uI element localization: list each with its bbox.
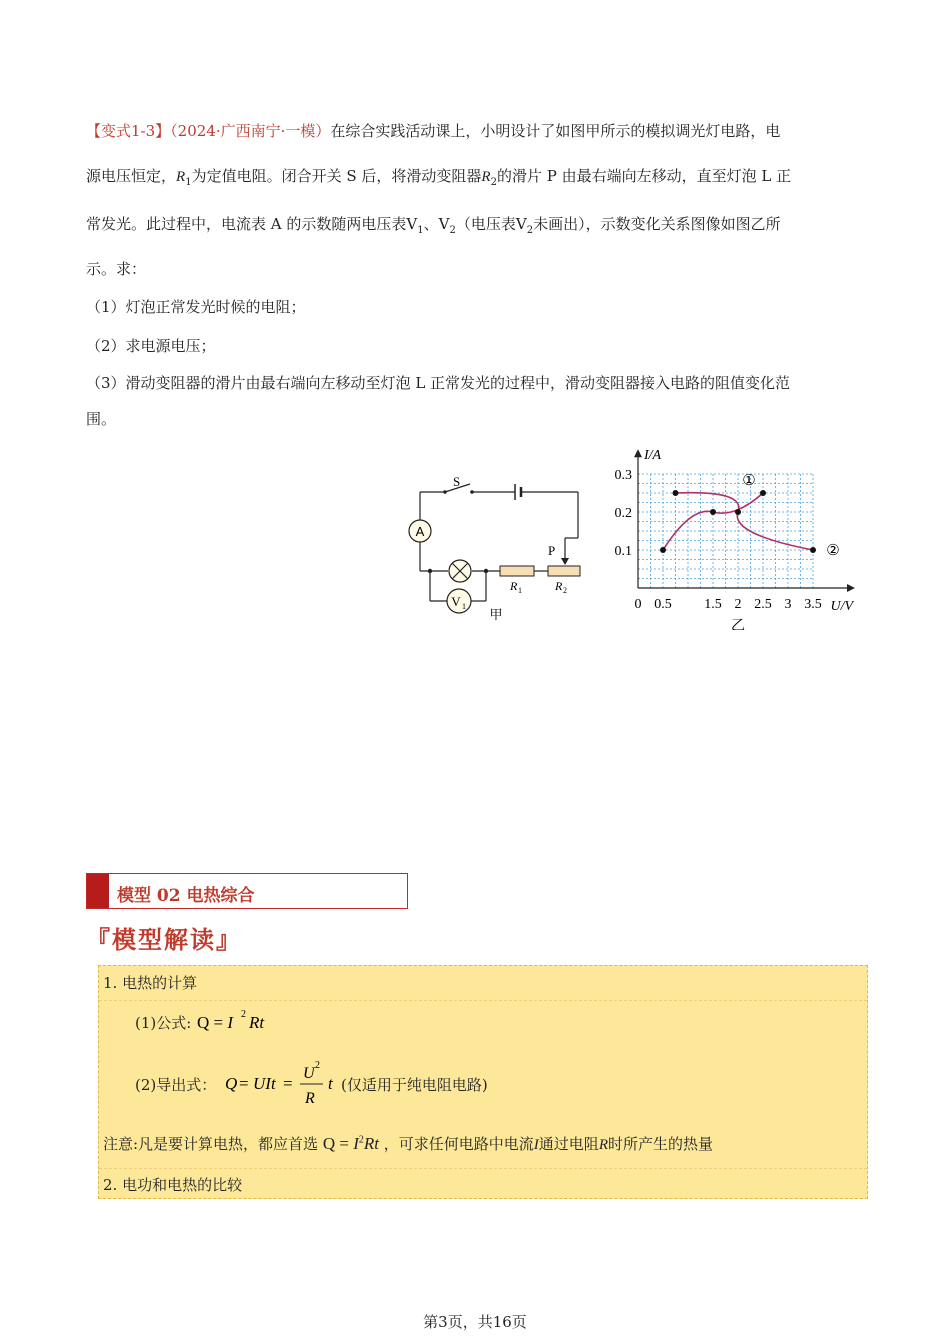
series-label: ②: [826, 541, 840, 559]
x-tick-label: 1.5: [704, 597, 722, 612]
section-box: [86, 873, 408, 909]
x-axis-arrow: [847, 584, 855, 592]
svg-text:2: 2: [241, 1009, 246, 1020]
problem-source: （2024·广西南宁·一模）: [170, 122, 331, 140]
x-tick-label: 2: [734, 597, 742, 612]
data-point: [760, 490, 766, 496]
x-axis-label: U/V: [830, 599, 854, 614]
svg-text:Q: Q: [225, 1074, 238, 1093]
symbol-v1-sub: 1: [417, 225, 424, 236]
note-text-a: 注意:凡是要计算电热，都应首选: [103, 1135, 319, 1153]
section-bar: [87, 874, 109, 908]
formula-2: [225, 1054, 345, 1110]
note-text-b: ，可求任何电路中电流: [383, 1135, 534, 1153]
symbol-v2: V: [438, 215, 450, 233]
question-3b: 围。: [86, 410, 117, 428]
resistor-r1: [500, 566, 534, 576]
note-symbol-i: I: [533, 1137, 539, 1153]
problem-line-2: [86, 152, 866, 207]
formula-2-label: (2)导出式：: [135, 1076, 217, 1094]
data-point: [810, 547, 816, 553]
problem-text-3b: 、: [423, 215, 439, 233]
symbol-r2-sub: 2: [490, 177, 497, 188]
problem-text-3d: 未画出），示数变化关系图像如图乙所: [533, 215, 781, 233]
voltmeter-label: V: [451, 594, 461, 609]
note-symbol-r: R: [598, 1137, 608, 1153]
data-point: [710, 509, 716, 515]
model-heading: 『模型解读』: [86, 925, 242, 954]
box-divider-1: [99, 1000, 867, 1001]
problem-line-1: [86, 107, 866, 155]
symbol-r1: R: [176, 169, 186, 185]
problem-text-2b: 为定值电阻。闭合开关 S 后，将滑动变阻器: [191, 167, 482, 185]
section-title: [117, 881, 255, 906]
svg-text:=: =: [239, 1074, 249, 1093]
x-tick-label: 0.5: [654, 597, 672, 612]
page-footer: 第3页，共16页: [423, 1313, 527, 1331]
symbol-v2b-sub: 2: [526, 225, 534, 236]
chart-caption: 乙: [731, 618, 745, 630]
note-text-c: 通过电阻: [538, 1135, 599, 1153]
question-3a: （3）滑动变阻器的滑片由最右端向左移动至灯泡 L 正常发光的过程中，滑动变阻器接入电路的阻值变化范: [86, 374, 791, 392]
box-divider-2: [99, 1168, 867, 1169]
data-point: [673, 490, 679, 496]
box-note: [103, 1133, 713, 1154]
symbol-r2: R: [481, 169, 491, 185]
r2-sub: 2: [563, 586, 567, 595]
problem-text-2c: 的滑片 P 由最右端向左移动，直至灯泡 L 正: [496, 167, 792, 185]
problem-text-3a: 常发光。此过程中，电流表 A 的示数随两电压表: [86, 215, 407, 233]
x-tick-label: 3.5: [804, 597, 822, 612]
r2-label: R: [555, 579, 563, 593]
problem-text-3c: （电压表: [455, 215, 516, 233]
note-formula: $Q = I^2Rt$: [322, 1134, 379, 1153]
chart-grid: [638, 474, 813, 588]
data-point: [735, 509, 741, 515]
x-tick-label: 3: [784, 597, 792, 612]
formula-1: [197, 1004, 287, 1036]
svg-text:Q = I: Q = I: [197, 1013, 234, 1032]
y-tick-label: 0.1: [614, 544, 632, 559]
symbol-r1-sub: 1: [185, 177, 192, 188]
formula-1-label: (1)公式:: [135, 1014, 192, 1032]
svg-text:U: U: [303, 1065, 315, 1082]
svg-text:R: R: [305, 1090, 315, 1107]
x-tick-label: 0: [634, 597, 642, 612]
svg-text:=: =: [283, 1074, 293, 1093]
symbol-v2b: V: [515, 215, 527, 233]
box-item-2: 2. 电功和电热的比较: [103, 1176, 243, 1194]
y-tick-label: 0.2: [614, 506, 632, 521]
problem-text-1: 在综合实践活动课上，小明设计了如图甲所示的模拟调光灯电路，电: [330, 122, 781, 140]
svg-text:Rt: Rt: [249, 1013, 265, 1032]
formula-box: [98, 965, 868, 1199]
iv-chart: [600, 440, 870, 630]
r1-label: R: [510, 579, 518, 593]
section-title-text: 模型 02 电热综合: [117, 886, 255, 906]
switch-label: S: [453, 474, 461, 489]
series-line: [676, 493, 814, 550]
r1-sub: 1: [518, 586, 522, 595]
ammeter-label: A: [415, 524, 425, 539]
circuit-diagram: [400, 470, 590, 630]
symbol-v2-sub: 2: [449, 225, 456, 236]
question-1: （1）灯泡正常发光时候的电阻；: [86, 298, 306, 316]
svg-text:t: t: [328, 1074, 333, 1093]
question-2: （2）求电源电压；: [86, 337, 216, 355]
x-tick-label: 2.5: [754, 597, 772, 612]
data-point: [660, 547, 666, 553]
resistor-r2: [548, 566, 580, 576]
symbol-v1: V: [406, 215, 418, 233]
y-axis-label: I/A: [644, 448, 662, 464]
y-axis-arrow: [634, 449, 642, 457]
problem-text-2a: 源电压恒定，: [86, 167, 177, 185]
circuit-caption: 甲: [489, 608, 503, 623]
svg-text:UIt: UIt: [253, 1074, 276, 1093]
note-text-d: 时所产生的热量: [607, 1135, 713, 1153]
svg-text:2: 2: [315, 1060, 320, 1071]
y-tick-label: 0.3: [614, 468, 632, 483]
formula-2-note: (仅适用于纯电阻电路): [341, 1076, 488, 1094]
box-item-1: 1. 电热的计算: [103, 974, 198, 992]
slider-label: P: [548, 543, 556, 558]
problem-line-4: 示。求：: [86, 260, 147, 278]
voltmeter-sub: 1: [462, 602, 466, 611]
problem-tag: 【变式1-3】: [86, 122, 171, 140]
series-label: ①: [742, 471, 756, 489]
